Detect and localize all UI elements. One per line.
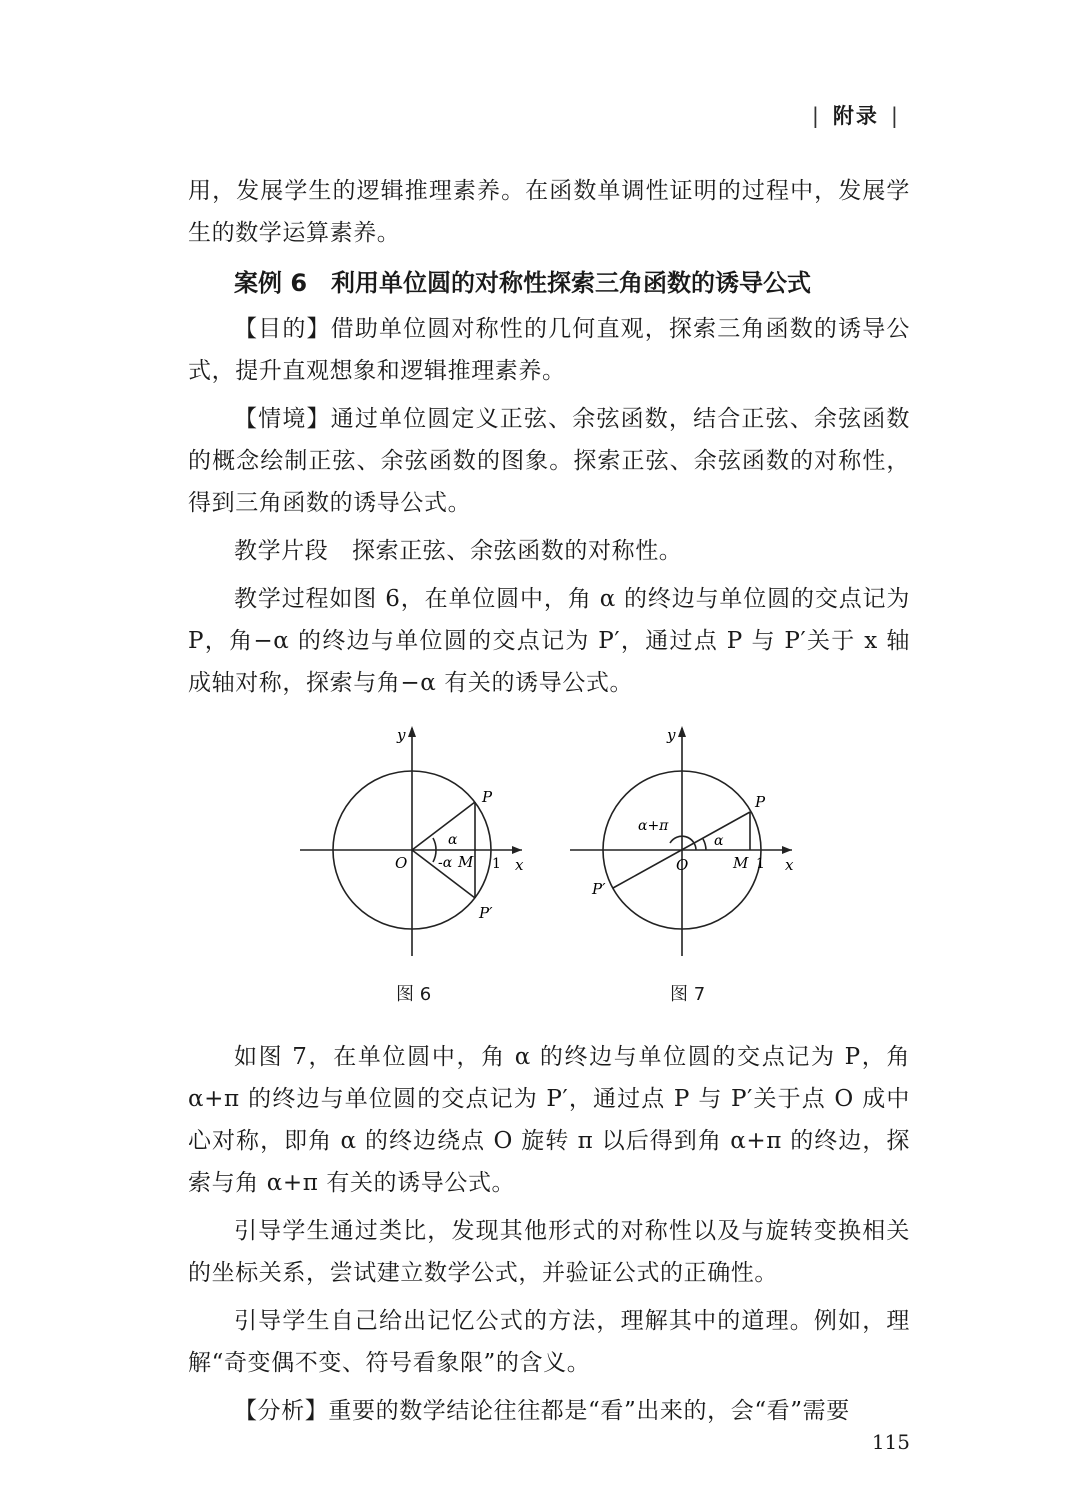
- figure-7-diagram: [566, 718, 806, 968]
- context-label: 【情境】: [234, 406, 331, 432]
- label-origin: O: [676, 856, 689, 874]
- context-text: 通过单位圆定义正弦、余弦函数，结合正弦、余弦函数的概念绘制正弦、余弦函数的图象。探索正弦、余弦函数的对称性，得到三角函数的诱导公式。: [188, 406, 910, 516]
- y-axis-arrow-icon: [678, 726, 686, 737]
- purpose-text: 借助单位圆对称性的几何直观，探索三角函数的诱导公式，提升直观想象和逻辑推理素养。: [188, 316, 910, 384]
- page-number: 115: [871, 1430, 910, 1454]
- label-m: M: [458, 853, 474, 871]
- label-alpha-plus-pi: α+π: [638, 818, 669, 834]
- label-p: P: [482, 788, 493, 806]
- y-axis-arrow-icon: [408, 726, 416, 737]
- label-alpha: α: [714, 833, 724, 849]
- label-alpha: α: [448, 832, 458, 848]
- figure-7-caption: 图 7: [670, 984, 706, 1005]
- paragraph-continuation: 用，发展学生的逻辑推理素养。在函数单调性证明的过程中，发展学生的数学运算素养。: [188, 178, 910, 246]
- header-bar-right: |: [890, 104, 900, 128]
- case-title: 案例 6 利用单位圆的对称性探索三角函数的诱导公式: [234, 269, 812, 297]
- angle-arc-alpha: [703, 839, 706, 850]
- analysis-paragraph: [188, 1390, 910, 1432]
- label-m: M: [733, 854, 749, 872]
- label-p-prime: P′: [479, 904, 493, 922]
- figure-7-paragraph: 如图 7，在单位圆中，角 α 的终边与单位圆的交点记为 P，角 α+π 的终边与单位圆的交点记为 P′，通过点 P 与 P′关于点 O 成中心对称，即角 α 的终边绕点 O 旋转 π 以后得到角 α+π 的终边，探索与角 α+π 有关的诱导公式。: [188, 1044, 911, 1196]
- label-neg-alpha: -α: [438, 855, 453, 871]
- guide-paragraph-2: 引导学生自己给出记忆公式的方法，理解其中的道理。例如，理解“奇变偶不变、符号看象限”的含义。: [188, 1308, 910, 1376]
- label-x: x: [785, 856, 794, 874]
- x-axis-arrow-icon: [782, 846, 792, 854]
- figure-7: [566, 718, 806, 968]
- label-origin: O: [395, 854, 408, 872]
- label-p: P: [755, 793, 766, 811]
- running-header: [800, 100, 912, 130]
- analysis-text: 重要的数学结论往往都是“看”出来的，会“看”需要: [328, 1398, 850, 1424]
- purpose-paragraph: [188, 308, 910, 392]
- label-p-prime: P′: [592, 880, 606, 898]
- x-axis-arrow-icon: [512, 846, 522, 854]
- teaching-process: 教学过程如图 6，在单位圆中，角 α 的终边与单位圆的交点记为 P，角−α 的终边与单位圆的交点记为 P′，通过点 P 与 P′关于 x 轴成轴对称，探索与角−α 有关的诱导公式。: [188, 586, 910, 696]
- angle-arc-alpha-pi: [670, 836, 696, 850]
- label-y: y: [667, 726, 676, 744]
- label-one: 1: [492, 856, 501, 872]
- guide-paragraph-1: 引导学生通过类比，发现其他形式的对称性以及与旋转变换相关的坐标关系，尝试建立数学公式，并验证公式的正确性。: [188, 1218, 910, 1286]
- terminal-side-alpha: [412, 802, 475, 850]
- analysis-label: 【分析】: [234, 1398, 329, 1424]
- header-bar-left: |: [811, 104, 821, 128]
- label-y: y: [397, 726, 406, 744]
- page-body: [188, 170, 910, 1432]
- header-title: 附录: [832, 104, 879, 128]
- figure-6-caption: 图 6: [396, 984, 432, 1005]
- purpose-label: 【目的】: [234, 316, 331, 342]
- figure-6-diagram: [296, 718, 536, 968]
- label-one: 1: [756, 856, 765, 872]
- figures-row: [188, 718, 910, 1030]
- teaching-segment: 教学片段 探索正弦、余弦函数的对称性。: [234, 538, 683, 564]
- context-paragraph: [188, 398, 910, 524]
- angle-arc-neg-alpha: [433, 850, 436, 862]
- figure-6: [296, 718, 536, 968]
- angle-arc-alpha: [433, 838, 436, 850]
- label-x: x: [515, 856, 524, 874]
